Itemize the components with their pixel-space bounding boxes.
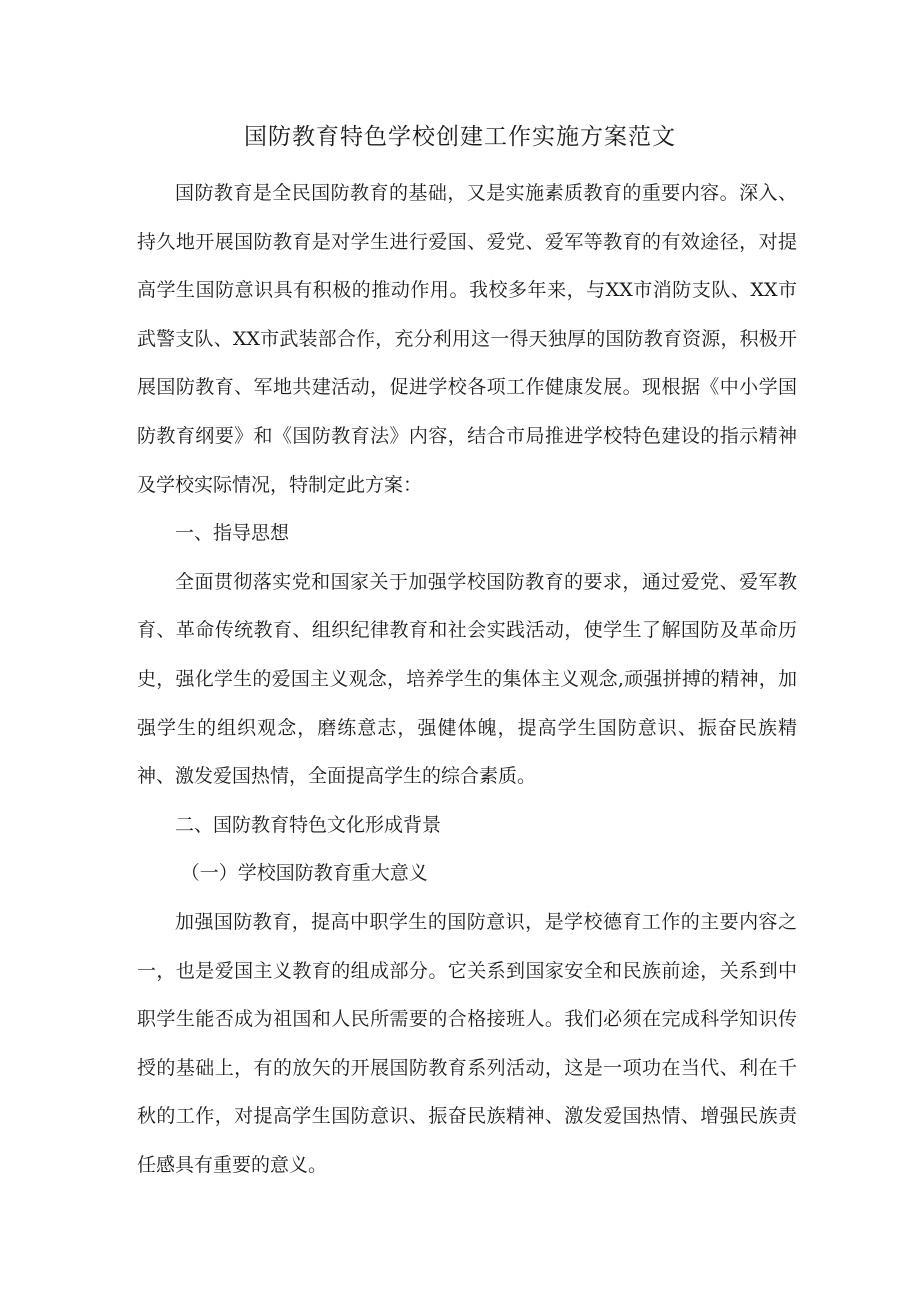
section-heading-guiding-ideology: 一、指导思想 <box>175 522 290 545</box>
section-heading-background: 二、国防教育特色文化形成背景 <box>175 813 442 836</box>
intro-paragraph: 国防教育是全民国防教育的基础，又是实施素质教育的重要内容。深入、持久地开展国防教育是对学生进行爱国、爱党、爱军等教育的有效途径，对提高学生国防意识具有积极的推动作用。我校多年来，与XX市消防支队、XX市武警支队、XX市武装部合作，充分利用这一得天独厚的国防教育资源，积极开展国防教育、军地共建活动，促进学校各项工作健康发展。现根据《中小学国防教育纲要》和《国防教育法》内容，结合市局推进学校特色建设的指示精神及学校实际情况，特制定此方案： <box>137 182 797 496</box>
document-title: 国防教育特色学校创建工作实施方案范文 <box>244 124 676 150</box>
significance-paragraph: 加强国防教育，提高中职学生的国防意识，是学校德育工作的主要内容之一，也是爱国主义教育的组成部分。它关系到国家安全和民族前途，关系到中职学生能否成为祖国和人民所需要的合格接班人。我们必须在完成科学知识传授的基础上，有的放矢的开展国防教育系列活动，这是一项功在当代、利在千秋的工作，对提高学生国防意识、振奋民族精神、激发爱国热情、增强民族责任感具有重要的意义。 <box>137 910 797 1176</box>
guiding-ideology-paragraph: 全面贯彻落实党和国家关于加强学校国防教育的要求，通过爱党、爱军教育、革命传统教育、组织纪律教育和社会实践活动，使学生了解国防及革命历史，强化学生的爱国主义观念，培养学生的集体主义观念,顽强拼搏的精神，加强学生的组织观念，磨练意志，强健体魄，提高学生国防意识、振奋民族精神、激发爱国热情，全面提高学生的综合素质。 <box>137 570 797 788</box>
subsection-heading-significance: （一）学校国防教育重大意义 <box>180 862 428 885</box>
document-body <box>137 169 797 1189</box>
